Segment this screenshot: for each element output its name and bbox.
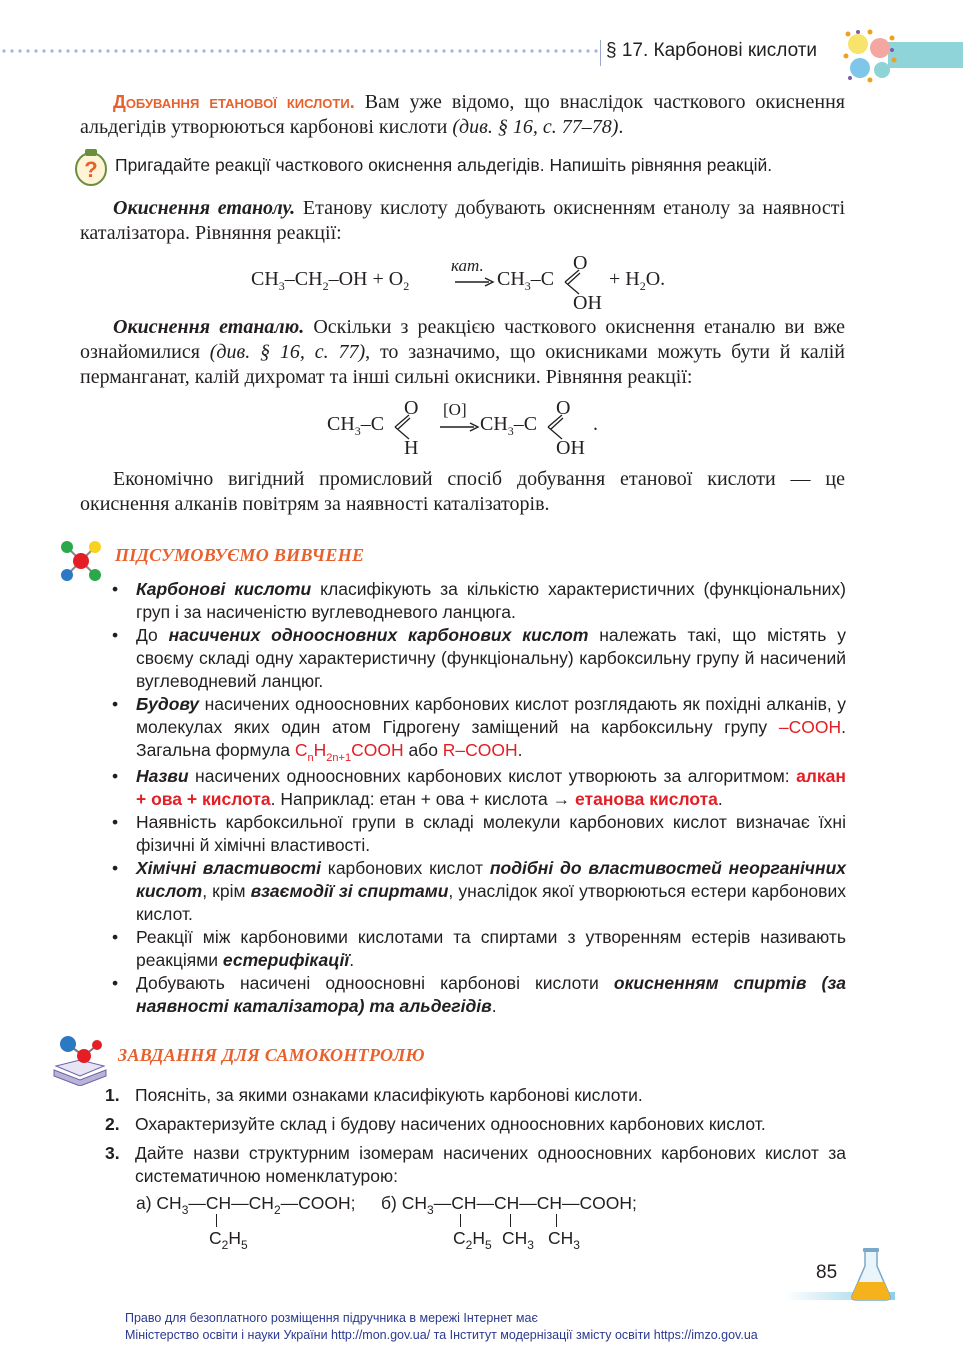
flask-icon <box>848 1246 894 1302</box>
task-2-text: Охарактеризуйте склад і будову насичених одноосновних карбонових кислот. <box>135 1114 766 1134</box>
b6-bold2: подібні до властивостей неорганічних кислот <box>136 858 846 901</box>
b3-or: або <box>403 740 443 760</box>
eq2-arrow-label: [O] <box>443 400 467 419</box>
fb-substituent-3 <box>548 1228 580 1252</box>
svg-text:?: ? <box>84 157 98 182</box>
summary-list <box>112 578 846 1018</box>
summary-item-8 <box>112 972 846 1018</box>
equation-ethanol-oxidation <box>251 268 409 291</box>
summary-title: ПІДСУМОВУЄМО ВИВЧЕНЕ <box>115 545 365 565</box>
eq2-c: –C <box>360 413 385 435</box>
fa-m1: —CH—CH <box>188 1193 274 1213</box>
b6-text: карбонових кислот <box>320 858 490 878</box>
eq1-water <box>609 268 665 291</box>
b2-pre: До <box>136 625 169 645</box>
eq2-arrow-icon <box>440 421 480 433</box>
eq1-ch: CH <box>251 268 279 290</box>
b3-group: –COOH <box>778 717 842 737</box>
intro-end: . <box>618 116 624 138</box>
general-formula <box>294 740 404 764</box>
b3-rcooh: R–COOH <box>442 740 518 760</box>
b6-bold: Хімічні властивості <box>136 858 321 878</box>
eq1-prod-sub3: 3 <box>524 279 531 293</box>
b4-text: насичених одноосновних карбонових кислот утворюють за алгоритмом: <box>188 766 797 786</box>
b4-end: . <box>717 789 723 809</box>
industry-paragraph <box>80 467 845 517</box>
summary-item-2 <box>112 624 846 693</box>
intro-text: Вам уже відомо, що внаслідок часткового окиснення альдегідів утворюються карбонові кислоти <box>80 91 845 138</box>
b6-text2: , крім <box>202 881 251 901</box>
eq2-h: H <box>404 437 419 459</box>
ethanal-text1: Оскільки з реакцією часткового окиснення етаналю ви вже ознайомилися <box>80 316 845 363</box>
selfcheck-title: ЗАВДАННЯ ДЛЯ САМОКОНТРОЛЮ <box>118 1045 425 1065</box>
eq1-water-o: O. <box>645 268 666 290</box>
eq1-tail: –OH + O <box>328 268 404 290</box>
header-separator <box>600 40 601 66</box>
eq1-o: O <box>573 252 588 274</box>
fb-c: C <box>453 1228 466 1248</box>
eq1-arrow-icon <box>455 276 495 288</box>
eq2-prod-sub3: 3 <box>507 424 514 438</box>
summary-item-4 <box>112 765 846 811</box>
f-2n1: 2n+1 <box>326 752 352 764</box>
fb-branch-line-1 <box>460 1214 461 1227</box>
eq2-product <box>480 413 537 436</box>
b4-alg: алкан + ова + кислота <box>136 766 846 809</box>
fb-substituent-2 <box>502 1228 534 1252</box>
b1-text: класифікують за кількістю характеристичних (функціональних) груп і за насиченістю вуглеводневого ланцюга. <box>136 579 846 622</box>
b5-text: Наявність карбоксильної групи в складі молекули карбонових кислот визначає їхні фізичні й хімічні властивості. <box>136 812 846 855</box>
eq2-o: O <box>404 397 419 419</box>
ethanol-heading: Окиснення етанолу. <box>113 197 296 219</box>
b8-text: Добувають насичені одноосновні карбонові кислоти <box>136 973 614 993</box>
task-1 <box>105 1084 846 1107</box>
b2-bold: насичених одноосновних карбонових кислот <box>168 625 589 645</box>
equation-ethanal-oxidation <box>327 413 384 436</box>
fb-m1: —CH—CH—CH—COOH; <box>433 1193 637 1213</box>
eq1-ch2: –CH <box>284 268 323 290</box>
ethanal-ref: (див. § 16, с. 77) <box>209 341 366 363</box>
fb-c2: 2 <box>465 1238 473 1252</box>
ethanol-text: Етанову кислоту добувають окисненням етанолу за наявності каталізатора. Рівняння реакції: <box>80 197 846 244</box>
eq1-h-sub: 2 <box>639 279 646 293</box>
eq2-sub3: 3 <box>354 424 361 438</box>
section-title: § 17. Карбонові кислоти <box>606 40 818 61</box>
task-3-text: Дайте назви структурним ізомерам насичених одноосновних карбонових кислот за систематичною номенклатурою: <box>135 1143 846 1186</box>
eq2-prod-c: –C <box>513 413 538 435</box>
b3-bold: Будову <box>136 694 200 714</box>
formula-a <box>136 1193 356 1217</box>
b4-text2: . Наприклад: етан + ова + кислота → <box>270 789 576 809</box>
industry-text: Економічно вигідний промисловий спосіб добування етанової кислоти — це окиснення алканів повітрям за наявності каталізаторів. <box>80 468 845 515</box>
book-molecule-icon <box>50 1032 110 1086</box>
b3-text2: . Загальна формула <box>136 717 846 760</box>
fa-substituent <box>209 1228 248 1252</box>
b7-text: Реакції між карбоновими кислотами та спиртами з утворенням естерів називають реакціями <box>136 927 846 970</box>
eq1-prod-ch: CH <box>497 268 525 290</box>
summary-item-6 <box>112 857 846 926</box>
eq2-prod-ch: CH <box>480 413 508 435</box>
question-text: Пригадайте реакції часткового окиснення альдегідів. Напишіть рівняння реакцій. <box>115 155 773 175</box>
b4-bold: Назви <box>136 766 189 786</box>
summary-item-5 <box>112 811 846 857</box>
b1-bold: Карбонові кислоти <box>136 579 312 599</box>
footer-line-1: Право для безоплатного розміщення підручника в мережі Інтернет має <box>125 1311 538 1325</box>
task-1-number: 1. <box>105 1085 120 1105</box>
eq1-arrow-label: кат. <box>451 256 484 275</box>
fa-m2: —COOH; <box>280 1193 356 1213</box>
intro-paragraph <box>80 90 845 140</box>
b7-end: . <box>349 950 355 970</box>
fb-branch-line-3 <box>556 1214 557 1227</box>
ethanol-paragraph <box>80 196 845 246</box>
task-1-text: Поясніть, за якими ознаками класифікують карбонові кислоти. <box>135 1085 643 1105</box>
b6-text3: , унаслідок якої утворюються естери карбонових кислот. <box>136 881 846 924</box>
eq2-prod-oh: OH <box>556 437 585 459</box>
intro-ref: (див. § 16, с. 77–78) <box>452 116 619 138</box>
summary-item-1 <box>112 578 846 624</box>
molecule-logo-icon <box>842 28 898 84</box>
eq1-o-sub: 2 <box>403 279 410 293</box>
summary-item-7 <box>112 926 846 972</box>
eq1-sub2: 2 <box>322 279 329 293</box>
b3-text: насичених одноосновних карбонових кислот розглядають як похідні алканів, у молекулах яких один атом Гідрогену заміщений на карбоксильну групу <box>136 694 846 737</box>
task-list <box>105 1084 846 1194</box>
ethanal-text2: , то зазначимо, що окисниками можуть бути й калій перманганат, калій дихромат та інші сильні окисники. Рівняння реакції: <box>80 341 846 388</box>
b3-end: . <box>517 740 523 760</box>
formula-b <box>381 1193 637 1217</box>
fb-h5: 5 <box>484 1238 492 1252</box>
fb-ch: CH <box>502 1228 528 1248</box>
fa-sub-c: C <box>209 1228 222 1248</box>
fb-branch-line-2 <box>510 1214 511 1227</box>
task-3 <box>105 1142 846 1188</box>
header-accent-bar <box>888 42 963 68</box>
b7-bold: естерифікації <box>222 950 350 970</box>
eq1-plus-h: + H <box>609 268 640 290</box>
fa-sub-2: 2 <box>221 1238 229 1252</box>
fa-sub2: 2 <box>273 1203 281 1217</box>
fa-label: а) CH <box>136 1193 182 1213</box>
fb-ch3: 3 <box>527 1238 534 1252</box>
f-n: n <box>307 752 314 764</box>
task-3-number: 3. <box>105 1143 120 1163</box>
header-dots <box>0 48 600 54</box>
eq2-dot: . <box>593 413 598 435</box>
fb-sub3: 3 <box>427 1203 434 1217</box>
intro-heading: Добування етанової кислоти. <box>113 92 355 112</box>
eq2-ch: CH <box>327 413 355 435</box>
fa-branch-line <box>216 1214 217 1227</box>
fb-h: H <box>472 1228 485 1248</box>
eq1-sub3: 3 <box>278 279 285 293</box>
summary-item-3 <box>112 693 846 765</box>
eq1-prod-c: –C <box>530 268 555 290</box>
b8-end: . <box>491 996 497 1016</box>
b8-bold: окисненням спиртів (за наявності каталізатора) та альдегідів <box>136 973 846 1016</box>
fb-ch3-b: 3 <box>573 1238 580 1252</box>
fa-sub-h: H <box>228 1228 241 1248</box>
fb-substituent-1 <box>453 1228 492 1252</box>
eq2-prod-o: O <box>556 397 571 419</box>
ethanal-paragraph <box>80 315 845 390</box>
question-icon <box>72 145 110 189</box>
eq1-product <box>497 268 554 291</box>
f-h: H <box>313 740 327 760</box>
fb-ch-b: CH <box>548 1228 574 1248</box>
b6-bold3: взаємодії зі спиртами <box>250 881 449 901</box>
f-cooh: COOH <box>351 740 404 760</box>
b4-example: етанова кислота <box>575 789 718 809</box>
fb-label: б) CH <box>381 1193 427 1213</box>
b2-text: належать такі, що містять у своєму складі одну характеристичну (функціональну) карбоксильну групу й насичений вуглеводневий ланцюг. <box>136 625 847 691</box>
ethanal-heading: Окиснення етаналю. <box>113 316 305 338</box>
fa-sub-5: 5 <box>240 1238 248 1252</box>
fa-sub3: 3 <box>181 1203 189 1217</box>
task-2-number: 2. <box>105 1114 120 1134</box>
molecule-icon <box>56 536 106 586</box>
task-2 <box>105 1113 846 1136</box>
footer-line-2: Міністерство освіти і науки України http://mon.gov.ua/ та Інститут модернізації змісту освіти https://imzo.gov.ua <box>125 1328 758 1342</box>
eq1-oh: OH <box>573 292 602 314</box>
page-number: 85 <box>816 1262 838 1283</box>
f-c: C <box>294 740 308 760</box>
